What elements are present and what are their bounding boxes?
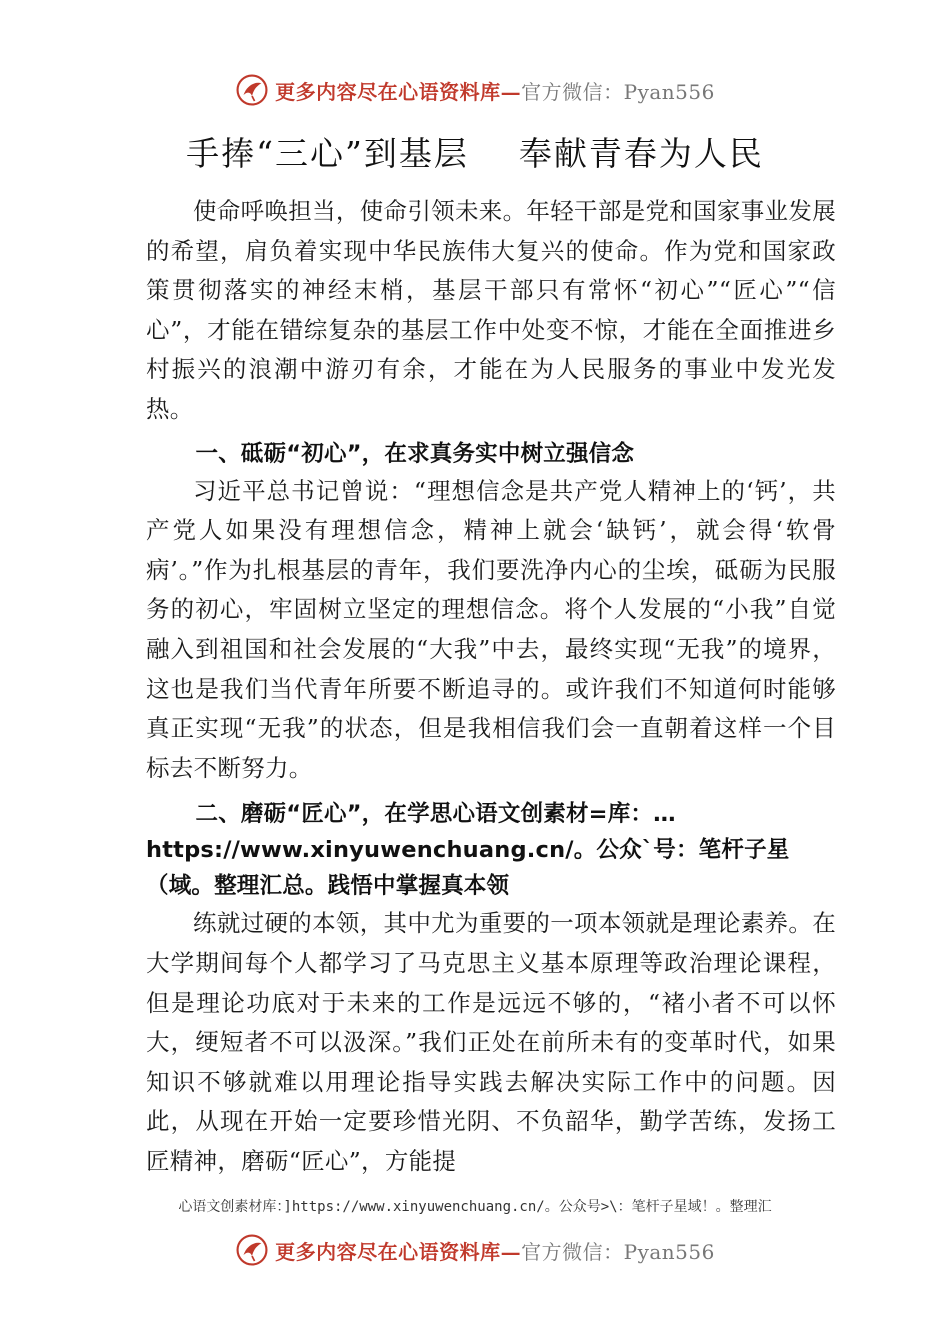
section2-heading: 二、磨砺“匠心”，在学思心语文创素材=库：… https://www.xinyuwenchuang.cn/。公众`号：笔杆子星（域。整理汇总。践悟中掌握真本领 bbox=[146, 801, 790, 900]
banner-main-text: 更多内容尽在心语资料库— bbox=[275, 79, 522, 104]
footer-watermark-line: 心语文创素材库：]https://www.xinyuwenchuang.cn/。公众号>\：笔杆子星域！。整理汇 bbox=[178, 1199, 772, 1215]
intro-paragraph: 使命呼唤担当，使命引领未来。年轻干部是党和国家事业发展的希望，肩负着实现中华民族伟大复兴的使命。作为党和国家政策贯彻落实的神经末梢，基层干部只有常怀“初心”“匠心”“信心”，才能在错综复杂的基层工作中处变不惊，才能在全面推进乡村振兴的浪潮中游刃有余，才能在为人民服务的事业中发光发热。 bbox=[146, 197, 836, 423]
section1-paragraph: 习近平总书记曾说：“理想信念是共产党人精神上的‘钙’，共产党人如果没有理想信念，精神上就会‘缺钙’，就会得‘软骨病’。”作为扎根基层的青年，我们要洗净内心的尘埃，砥砺为民服务的初心，牢固树立坚定的理想信念。将个人发展的“小我”自觉融入到祖国和社会发展的“大我”中去，最终实现“无我”的境界，这也是我们当代青年所要不断追寻的。或许我们不知道何时能够真正实现“无我”的状态，但是我相信我们会一直朝着这样一个目标去不断努力。 bbox=[146, 476, 836, 782]
banner-wechat-text: 官方微信：Pyan556 bbox=[521, 1239, 715, 1264]
phoenix-logo-icon bbox=[235, 73, 269, 107]
document-title: 手捧“三心”到基层 奉献青春为人民 bbox=[186, 134, 764, 173]
bottom-banner bbox=[0, 1230, 950, 1270]
banner-main-text: 更多内容尽在心语资料库— bbox=[275, 1239, 522, 1264]
banner-text bbox=[275, 76, 715, 105]
top-banner bbox=[0, 70, 950, 110]
section2-paragraph: 练就过硬的本领，其中尤为重要的一项本领就是理论素养。在大学期间每个人都学习了马克思主义基本原理等政治理论课程，但是理论功底对于未来的工作是远远不够的，“褚小者不可以怀大，绠短者不可以汲深。”我们正处在前所未有的变革时代，如果知识不够就难以用理论指导实践去解决实际工作中的问题。因此，从现在开始一定要珍惜光阴、不负韶华，勤学苦练，发扬工匠精神，磨砺“匠心”，方能提 bbox=[146, 909, 836, 1175]
banner-wechat-text: 官方微信：Pyan556 bbox=[521, 79, 715, 104]
banner-text bbox=[275, 1236, 715, 1265]
phoenix-logo-icon bbox=[235, 1233, 269, 1267]
section1-heading: 一、砥砺“初心”，在求真务实中树立强信念 bbox=[195, 440, 635, 467]
document-body bbox=[146, 192, 836, 1181]
